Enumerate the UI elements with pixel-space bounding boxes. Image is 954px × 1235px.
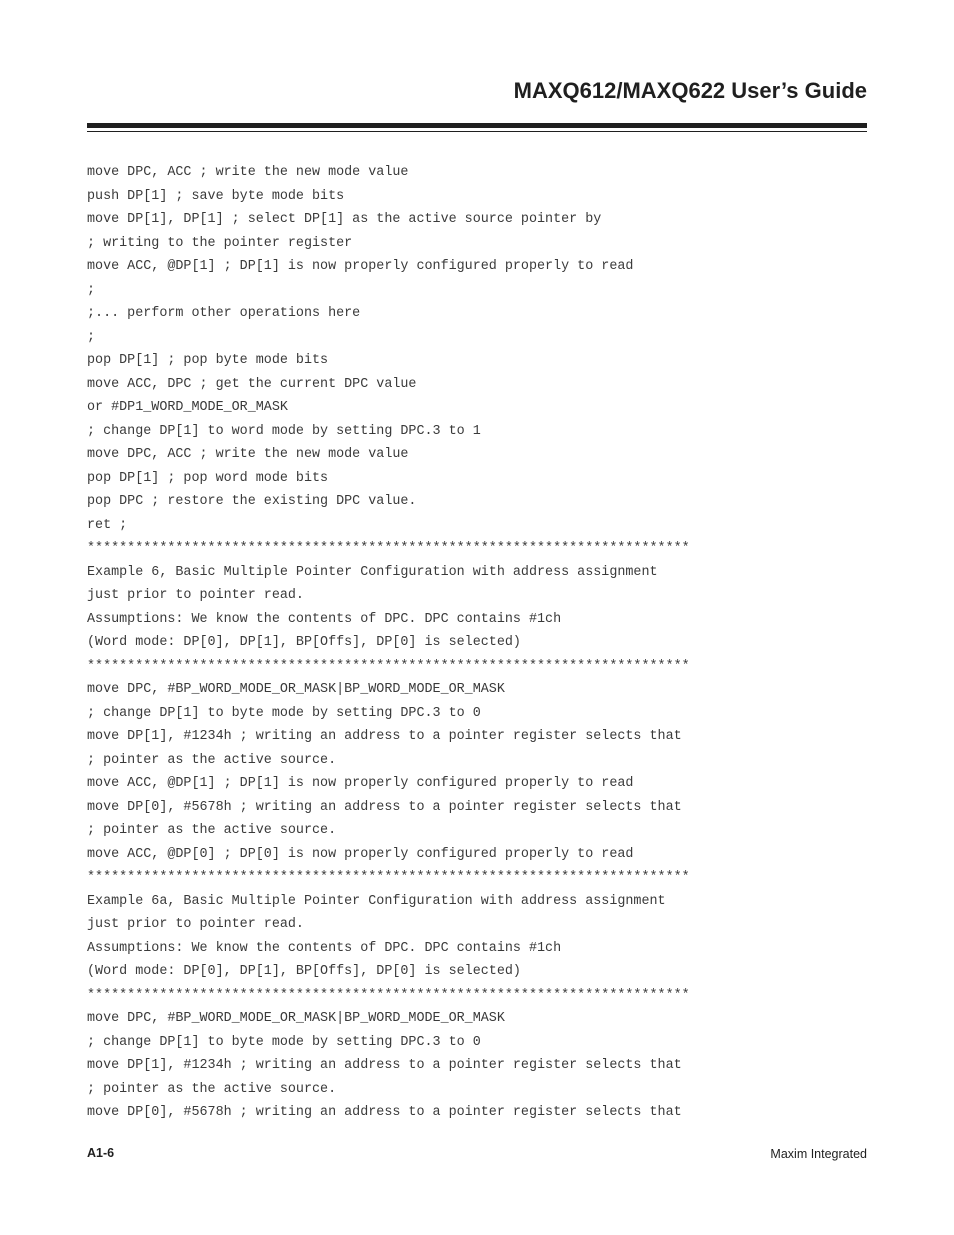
code-line: ; pointer as the active source.: [87, 823, 337, 838]
code-line: just prior to pointer read.: [87, 588, 304, 603]
code-line: move DP[1], DP[1] ; select DP[1] as the active source pointer by: [87, 212, 602, 227]
document-title: MAXQ612/MAXQ622 User’s Guide: [513, 78, 867, 103]
code-line: move DPC, ACC ; write the new mode value: [87, 165, 409, 180]
code-line: ; pointer as the active source.: [87, 1081, 337, 1097]
code-line: move DP[0], #5678h ; writing an address to a pointer register selects that: [87, 1105, 682, 1120]
code-line: ***************************************************************************: [87, 541, 690, 556]
code-line: pop DP[1] ; pop byte mode bits: [87, 353, 329, 368]
code-line: (Word mode: DP[0], DP[1], BP[Offs], DP[0] is selected): [87, 964, 521, 979]
code-line: Assumptions: We know the contents of DPC. DPC contains #1ch: [87, 611, 562, 627]
code-line: ; change DP[1] to byte mode by setting DPC.3 to 0: [87, 705, 481, 721]
header-rule-thick: [87, 123, 867, 128]
code-line: just prior to pointer read.: [87, 917, 304, 932]
code-line: pop DPC ; restore the existing DPC value.: [87, 494, 417, 509]
code-line: move DP[1], #1234h ; writing an address to a pointer register selects that: [87, 729, 682, 744]
code-line: ;: [87, 329, 96, 345]
code-line: move DPC, #BP_WORD_MODE_OR_MASK|BP_WORD_MODE_OR_MASK: [87, 682, 505, 697]
code-line: Example 6a, Basic Multiple Pointer Configuration with address assignment: [87, 893, 666, 909]
code-listing: [87, 161, 867, 1125]
code-line: ;: [87, 282, 96, 298]
code-line: ; pointer as the active source.: [87, 752, 337, 768]
footer-company: Maxim Integrated: [770, 1147, 867, 1161]
code-line: ; change DP[1] to byte mode by setting DPC.3 to 0: [87, 1034, 481, 1050]
code-line: move DPC, ACC ; write the new mode value: [87, 447, 409, 462]
code-line: pop DP[1] ; pop word mode bits: [87, 470, 329, 486]
code-line: move DPC, #BP_WORD_MODE_OR_MASK|BP_WORD_MODE_OR_MASK: [87, 1011, 505, 1026]
code-line: (Word mode: DP[0], DP[1], BP[Offs], DP[0] is selected): [87, 635, 521, 650]
code-line: move ACC, @DP[1] ; DP[1] is now properly configured properly to read: [87, 259, 634, 274]
code-line: Assumptions: We know the contents of DPC. DPC contains #1ch: [87, 940, 562, 956]
code-line: ret ;: [87, 517, 128, 533]
code-line: ;... perform other operations here: [87, 306, 361, 321]
code-line: ***************************************************************************: [87, 870, 690, 885]
code-line: push DP[1] ; save byte mode bits: [87, 188, 345, 204]
code-line: ; writing to the pointer register: [87, 235, 353, 251]
code-line: Example 6, Basic Multiple Pointer Configuration with address assignment: [87, 564, 658, 580]
code-line: move ACC, @DP[1] ; DP[1] is now properly configured properly to read: [87, 776, 634, 791]
code-line: move ACC, @DP[0] ; DP[0] is now properly configured properly to read: [87, 846, 634, 862]
code-line: ; change DP[1] to word mode by setting DPC.3 to 1: [87, 423, 481, 439]
page-number: A1-6: [87, 1146, 115, 1160]
code-line: move ACC, DPC ; get the current DPC value: [87, 376, 417, 392]
code-line: ***************************************************************************: [87, 987, 690, 1003]
header-rule-thin: [87, 131, 867, 132]
code-line: move DP[0], #5678h ; writing an address to a pointer register selects that: [87, 799, 682, 815]
code-line: move DP[1], #1234h ; writing an address to a pointer register selects that: [87, 1058, 682, 1073]
code-line: or #DP1_WORD_MODE_OR_MASK: [87, 400, 288, 415]
code-line: ***************************************************************************: [87, 658, 690, 674]
